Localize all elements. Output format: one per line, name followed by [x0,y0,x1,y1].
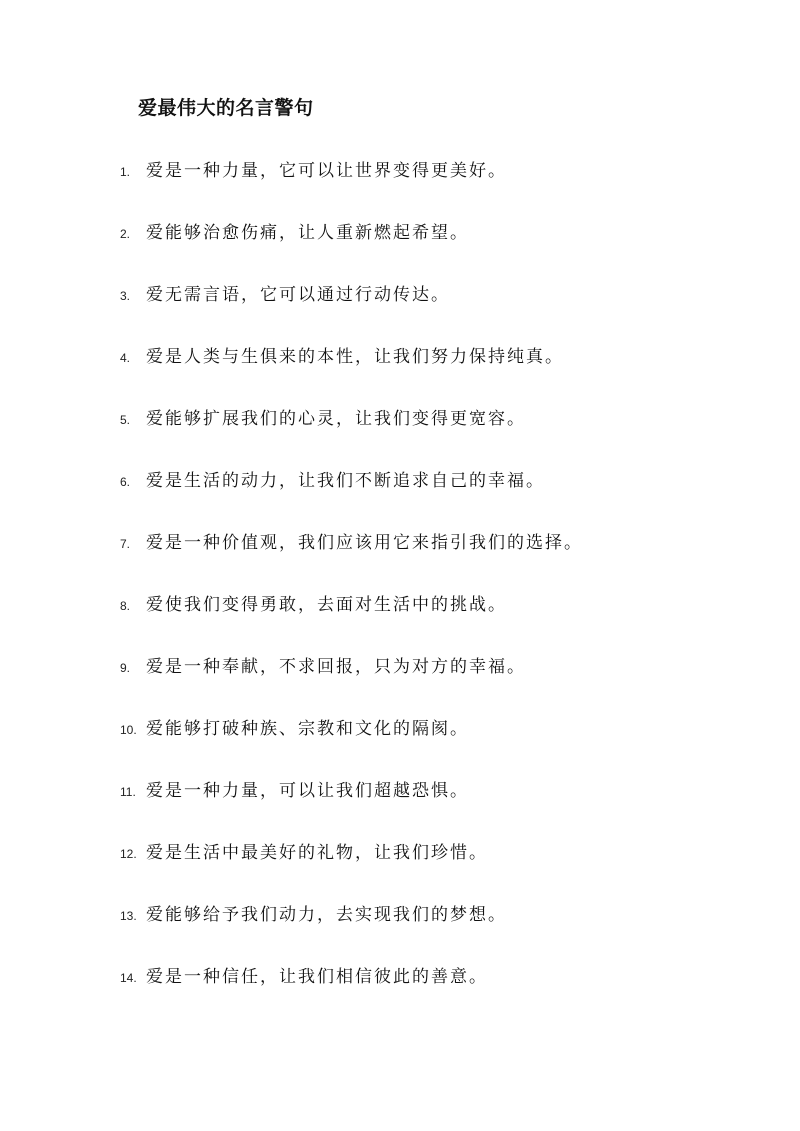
quote-text: 爱能够给予我们动力，去实现我们的梦想。 [146,905,507,925]
quote-item [120,776,760,838]
quote-list [120,156,760,1024]
quote-number: 12. [120,847,137,861]
quote-number: 4. [120,351,131,365]
quote-item [120,156,760,218]
quote-number: 13. [120,909,137,923]
quote-item [120,528,760,590]
quote-item [120,714,760,776]
quote-item [120,652,760,714]
quote-item [120,590,760,652]
quote-text: 爱能够治愈伤痛，让人重新燃起希望。 [146,223,469,243]
quote-number: 2. [120,227,131,241]
quote-item [120,404,760,466]
quote-item [120,466,760,528]
quote-text: 爱能够扩展我们的心灵，让我们变得更宽容。 [146,409,526,429]
quote-number: 3. [120,289,131,303]
quote-number: 9. [120,661,131,675]
quote-number: 6. [120,475,131,489]
document-title: 爱最伟大的名言警句 [138,97,314,119]
quote-number: 7. [120,537,131,551]
quote-item [120,342,760,404]
quote-item [120,838,760,900]
quote-text: 爱是人类与生俱来的本性，让我们努力保持纯真。 [146,347,564,367]
quote-number: 14. [120,971,137,985]
quote-text: 爱是一种信任，让我们相信彼此的善意。 [146,967,488,987]
quote-text: 爱是一种力量，它可以让世界变得更美好。 [146,161,507,181]
quote-item [120,280,760,342]
quote-item [120,218,760,280]
quote-text: 爱是一种力量，可以让我们超越恐惧。 [146,781,469,801]
quote-number: 8. [120,599,131,613]
quote-text: 爱是生活中最美好的礼物，让我们珍惜。 [146,843,488,863]
quote-text: 爱能够打破种族、宗教和文化的隔阂。 [146,719,469,739]
quote-number: 11. [120,785,136,799]
quote-text: 爱使我们变得勇敢，去面对生活中的挑战。 [146,595,507,615]
quote-text: 爱是一种价值观，我们应该用它来指引我们的选择。 [146,533,583,553]
quote-number: 1. [120,165,131,179]
quote-item [120,962,760,1024]
quote-text: 爱无需言语，它可以通过行动传达。 [146,285,450,305]
quote-number: 5. [120,413,131,427]
quote-number: 10. [120,723,137,737]
quote-text: 爱是生活的动力，让我们不断追求自己的幸福。 [146,471,545,491]
quote-text: 爱是一种奉献，不求回报，只为对方的幸福。 [146,657,526,677]
quote-item [120,900,760,962]
